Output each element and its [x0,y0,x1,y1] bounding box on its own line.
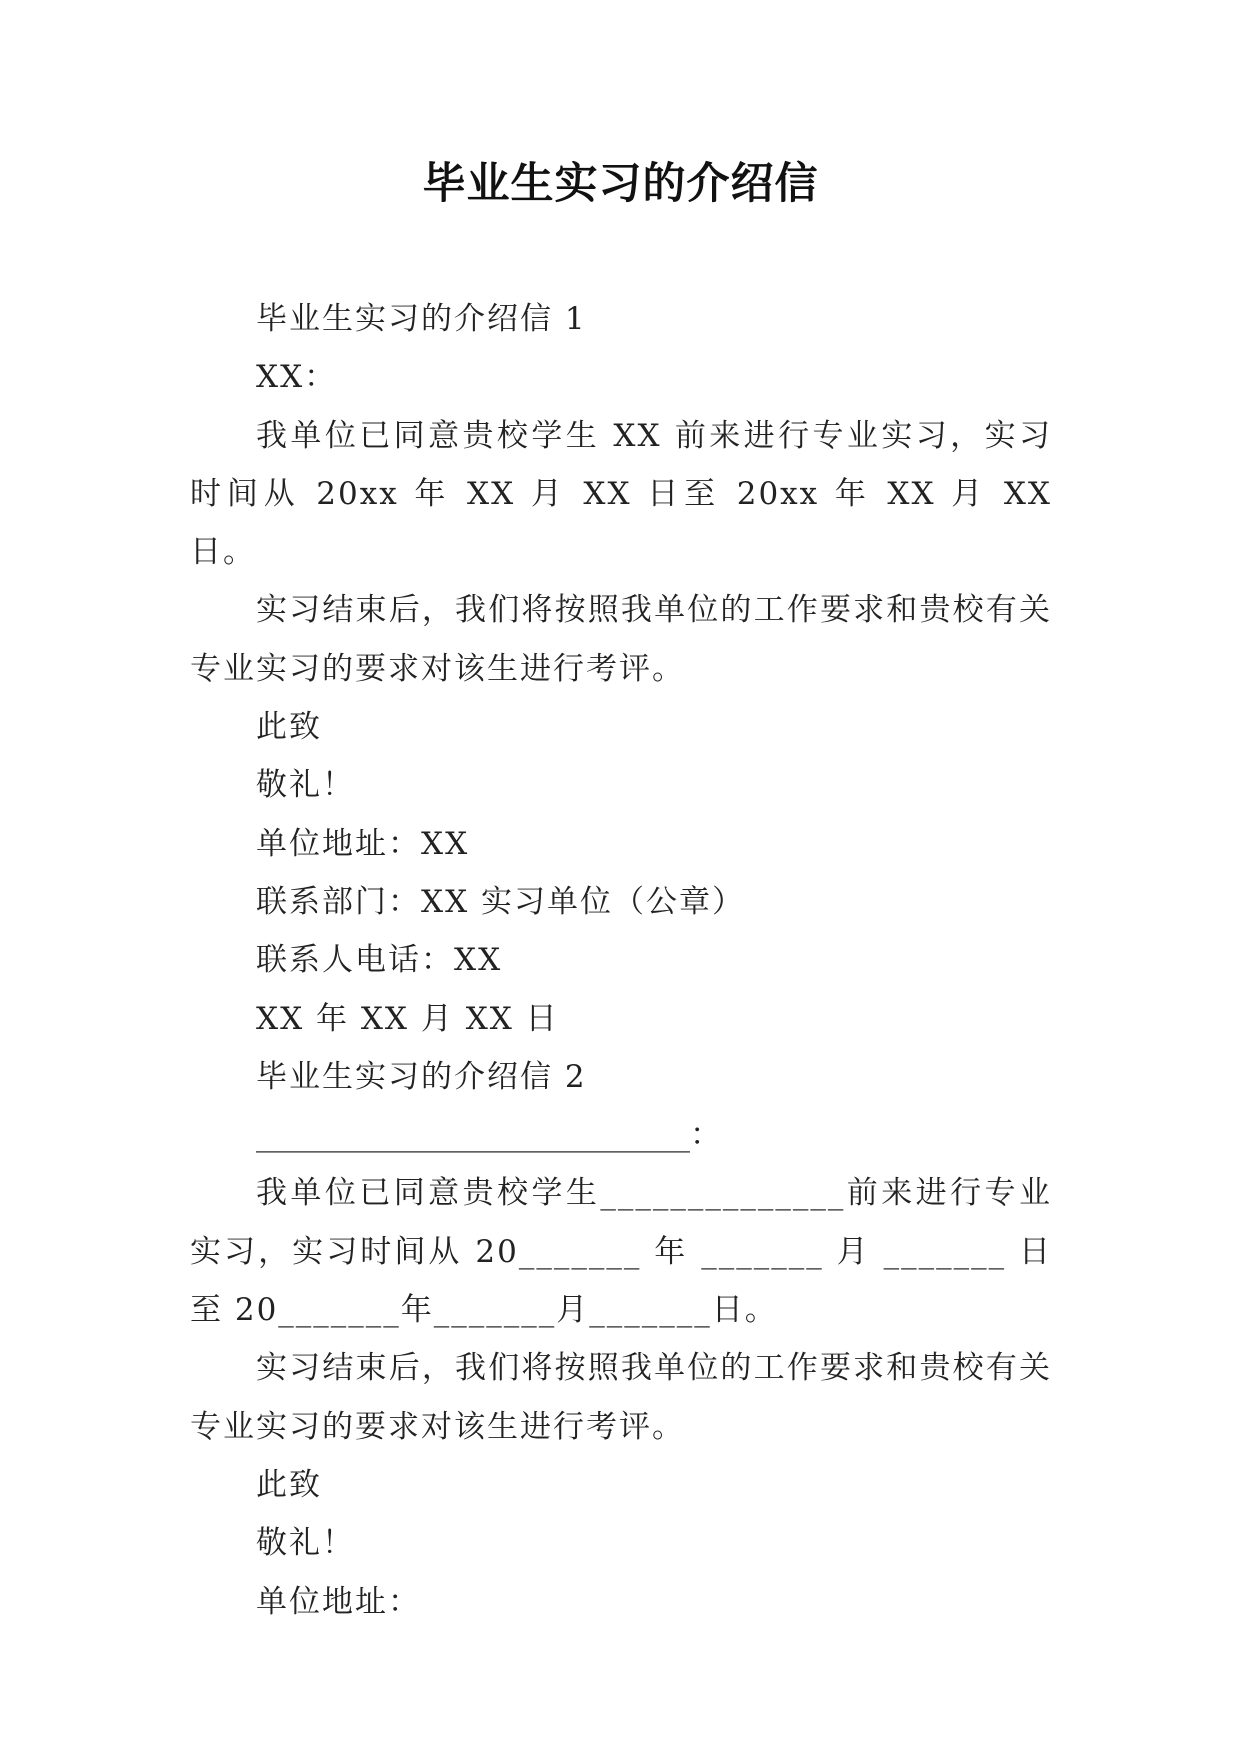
document-title: 毕业生实习的介绍信 [422,159,819,209]
letter-1-closing-2: 敬礼！ [256,767,355,804]
letter-1-phone: 联系人电话：XX [256,942,503,979]
letter-1-address: 单位地址：XX [256,825,470,862]
letter-2-address: 单位地址： [256,1583,421,1620]
letter-1-paragraph-consent: 我单位已同意贵校学生 XX 前来进行专业实习，实习时间从 20xx 年 XX 月 XX 日至 20xx 年 XX 月 XX 日。 [190,417,1052,571]
document-body [190,290,1052,1631]
letter-1-salutation: XX： [256,359,338,396]
letter-2-heading: 毕业生实习的介绍信 2 [256,1058,587,1095]
letter-2-paragraph-evaluation: 实习结束后，我们将按照我单位的工作要求和贵校有关专业实习的要求对该生进行考评。 [190,1350,1052,1445]
letter-2-closing-1: 此致 [256,1466,322,1503]
letter-2-salutation-blank: ____________________________： [256,1117,721,1154]
letter-1-closing-1: 此致 [256,709,322,746]
letter-1-paragraph-evaluation: 实习结束后，我们将按照我单位的工作要求和贵校有关专业实习的要求对该生进行考评。 [190,592,1052,687]
letter-1-heading: 毕业生实习的介绍信 1 [256,301,587,337]
letter-1-date: XX 年 XX 月 XX 日 [256,1000,559,1037]
letter-2-closing-2: 敬礼！ [256,1525,355,1562]
letter-1-department: 联系部门：XX 实习单位（公章） [256,883,745,920]
letter-2-paragraph-consent: 我单位已同意贵校学生______________前来进行专业实习，实习时间从 20_______ 年 _______ 月 _______ 日至 20_______年_______月_______日。 [190,1175,1052,1329]
